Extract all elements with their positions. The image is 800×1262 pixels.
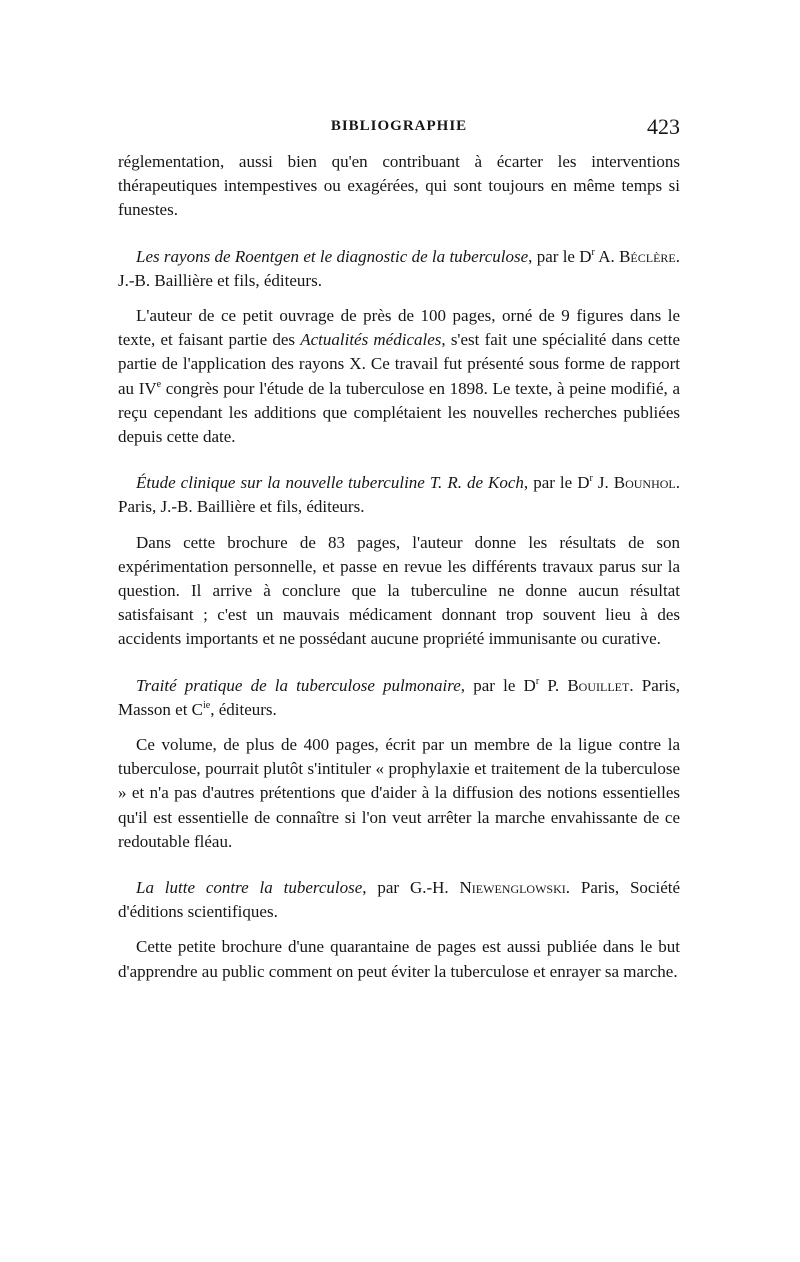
author-initial: P. [539,675,568,695]
book-title: La lutte contre la tuberculose [136,878,363,898]
review-text: L'auteur de ce petit ouvrage de près de 100 pages, orné de 9 figures dans le texte, et faisant partie des [118,306,680,350]
book-title: Les rayons de Roentgen et le diagnostic de la tuberculose [136,246,529,266]
dr-abbrev: D [579,246,592,266]
page-header [118,114,680,144]
page-body [118,150,680,984]
dr-abbrev: D [523,675,536,695]
bibliography-entry [118,471,680,519]
review-text-continued: , s'est fait une spécialité dans cette partie de l'application des rayons X. Ce travail fut présenté sous forme de rapport au IV [118,330,680,398]
ordinal-superscript: e [156,378,162,390]
author-name: Béclère [619,246,676,266]
dr-superscript: r [591,246,595,258]
publisher-end: , éditeurs. [210,699,277,719]
review-paragraph: Ce volume, de plus de 400 pages, écrit par un membre de la ligue contre la tuberculose, pourrait plutôt s'intituler « prophylaxie et traitement de la tuberculose » et n'a pas d'autres prétentions que d'aider à la diffusion des notions essentielles qu'il est essentielle de connaître si l'on veut arrêter la marche envahissante de ce redoutable fléau. [118,735,680,851]
continued-paragraph: réglementation, aussi bien qu'en contribuant à écarter les interventions thérapeutiques intempestives ou exagérées, qui sont toujours en même temps si funestes. [118,152,680,220]
dr-superscript: r [535,675,540,687]
series-title: Actualités médicales [300,330,442,350]
bibliography-entry [118,245,680,293]
page-number: 423 [647,114,680,139]
bibliography-entry [118,876,680,924]
review-text-tail: congrès pour l'étude de la tuberculose en 1898. Le texte, à peine modifié, a reçu cependant les additions que complétaient les nouvelles recherches publiées depuis cette date. [118,378,680,447]
publisher: . J.-B. Baillière et fils, éditeurs. [118,246,680,290]
review-paragraph: Dans cette brochure de 83 pages, l'auteur donne les résultats de son expérimentation personnelle, et passe en revue les différents travaux parus sur la question. Il arrive à conclure que la tuberculine ne donne aucun résultat satisfaisant ; c'est un mauvais médicament donnant trop souvent lieu à des accidents importants et ne possédant aucune propriété immunisante ou curative. [118,532,680,649]
by-text: , par G.-H. [362,878,460,898]
book-title: Étude clinique sur la nouvelle tuberculine T. R. de Koch [136,473,524,493]
publisher: . Paris, Société d'éditions scientifiques. [118,878,681,922]
author-name: Niewenglowski [459,878,566,898]
dr-abbrev: D [577,473,590,493]
dr-superscript: r [589,473,593,485]
author-initial: J. [592,473,614,493]
publisher: . Paris, J.-B. Baillière et fils, éditeurs. [118,473,680,517]
review-paragraph: Cette petite brochure d'une quarantaine de pages est aussi publiée dans le but d'apprendre au public comment on peut éviter la tuberculose et enrayer sa marche. [118,937,680,981]
company-superscript: ie [203,699,211,711]
by-text: , par le [460,675,524,695]
running-head: BIBLIOGRAPHIE [330,118,468,134]
publisher: . Paris, Masson et C [118,675,681,719]
author-name: Bouillet [567,675,630,695]
by-text: , par le [523,473,578,493]
author-initial: A. [594,246,620,266]
by-text: , par le [528,246,580,266]
bibliography-entry [118,674,680,722]
book-title: Traité pratique de la tuberculose pulmonaire [136,675,461,695]
review-paragraph [118,304,680,449]
author-name: Bounhol [613,473,676,493]
